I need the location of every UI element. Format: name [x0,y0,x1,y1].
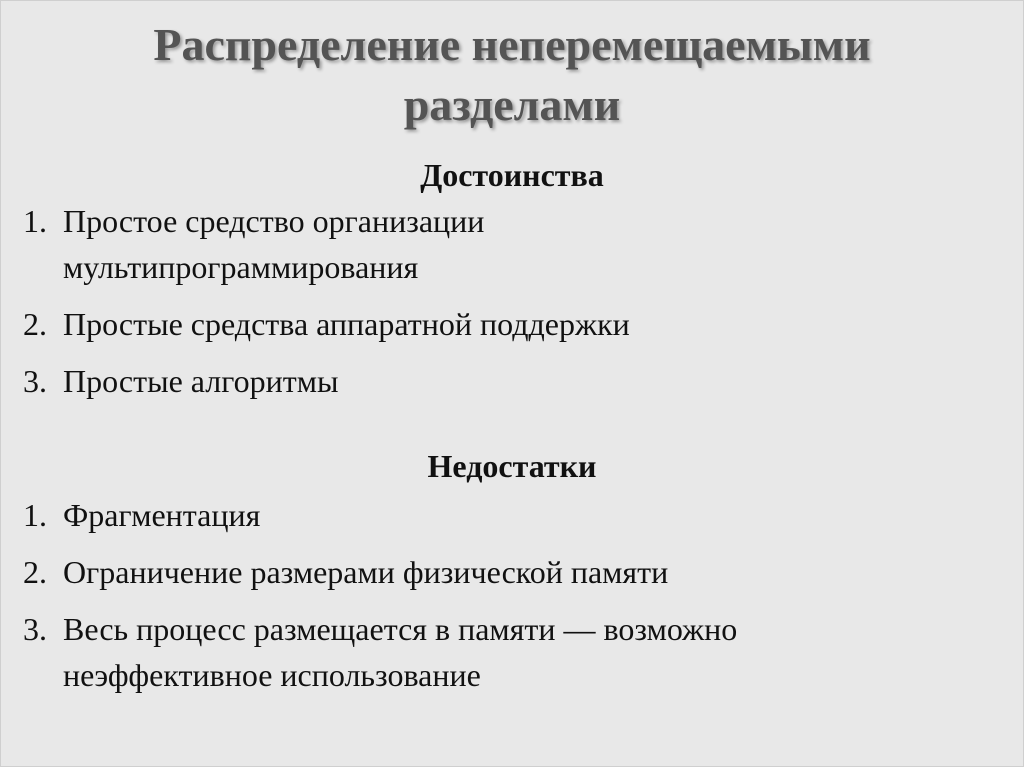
list-item-text: Простые алгоритмы [63,363,339,399]
list-item-text: Простые средства аппаратной поддержки [63,306,630,342]
list-item-text-continuation: неэффективное использование [63,657,481,693]
list-item [23,549,1003,595]
disadvantages-list [23,492,1003,709]
slide-title [1,15,1023,135]
list-item [23,301,1003,347]
list-item-number: 2. [23,554,47,590]
list-item [23,606,1003,698]
list-item-text: Фрагментация [63,497,261,533]
list-item-text: Весь процесс размещается в памяти — возможно [63,611,738,647]
list-item-number: 3. [23,363,47,399]
slide-title-line-2: разделами [403,79,621,130]
advantages-list [23,198,1003,415]
list-item-number: 1. [23,497,47,533]
list-item [23,198,1003,290]
list-item-text-continuation: мультипрограммирования [63,249,419,285]
list-item-number: 1. [23,203,47,239]
list-item [23,358,1003,404]
slide-title-line-1: Распределение неперемещаемыми [153,19,871,70]
list-item-text: Простое средство организации [63,203,485,239]
list-item-number: 2. [23,306,47,342]
disadvantages-heading: Недостатки [427,448,597,484]
advantages-heading: Достоинства [420,157,604,193]
list-item [23,492,1003,538]
list-item-number: 3. [23,611,47,647]
list-item-text: Ограничение размерами физической памяти [63,554,669,590]
